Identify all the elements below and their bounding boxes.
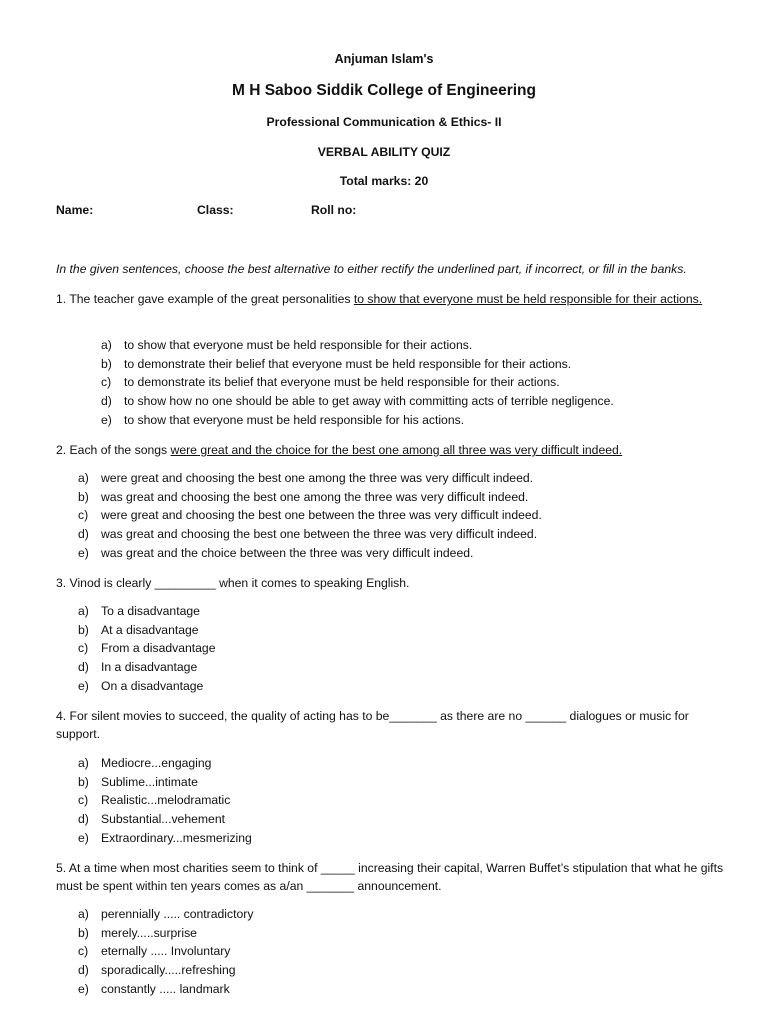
roll-label: Roll no: bbox=[311, 203, 357, 217]
option-letter: b) bbox=[78, 622, 89, 637]
subject-title: Professional Communication & Ethics- II bbox=[266, 115, 502, 129]
option-letter: d) bbox=[78, 660, 89, 675]
option-text: to show how no one should be able to get away with committing acts of terrible negligence. bbox=[124, 394, 614, 409]
option-text: In a disadvantage bbox=[101, 660, 198, 675]
option-text: was great and the choice between the three was very difficult indeed. bbox=[101, 545, 474, 560]
option-text: Realistic...melodramatic bbox=[101, 793, 231, 808]
question-1-text: 1. The teacher gave example of the great personalities bbox=[56, 292, 354, 306]
question-4: 4. For silent movies to succeed, the quality of acting has to be_______ as there are no ______ dialogues or music for support. bbox=[56, 709, 689, 741]
option-letter: a) bbox=[78, 471, 89, 485]
option-letter: d) bbox=[78, 963, 89, 978]
question-2-text: 2. Each of the songs bbox=[56, 443, 171, 457]
option-text: Substantial...vehement bbox=[101, 812, 225, 827]
option-letter: a) bbox=[78, 756, 89, 770]
question-1 bbox=[56, 290, 726, 308]
college-name: M H Saboo Siddik College of Engineering bbox=[232, 82, 536, 99]
option-letter: e) bbox=[78, 545, 89, 560]
option-letter: c) bbox=[78, 641, 89, 656]
option-text: were great and choosing the best one among the three was very difficult indeed. bbox=[101, 471, 534, 485]
option-text: Extraordinary...mesmerizing bbox=[101, 830, 252, 845]
option-text: to demonstrate their belief that everyone must be held responsible for their actions. bbox=[124, 356, 572, 371]
option-letter: b) bbox=[78, 925, 89, 940]
question-2-underlined: were great and the choice for the best one among all three was very difficult indeed. bbox=[170, 443, 623, 457]
question-1-underlined: to show that everyone must be held responsible for their actions. bbox=[353, 292, 703, 306]
option-letter: b) bbox=[78, 489, 89, 504]
option-letter: c) bbox=[101, 375, 112, 390]
institution-name: Anjuman Islam's bbox=[334, 52, 434, 66]
option-text: eternally ..... Involuntary bbox=[101, 944, 231, 959]
question-5: 5. At a time when most charities seem to think of _____ increasing their capital, Warren Buffet’s stipulation that what he gifts must be spent within ten years comes as a/an _______ announcement. bbox=[56, 861, 724, 893]
option-letter: d) bbox=[78, 527, 89, 542]
option-letter: a) bbox=[101, 338, 112, 352]
option-letter: b) bbox=[78, 774, 89, 789]
option-text: perennially ..... contradictory bbox=[101, 907, 254, 921]
option-letter: c) bbox=[78, 944, 89, 959]
option-letter: a) bbox=[78, 604, 89, 618]
option-text: constantly ..... landmark bbox=[101, 981, 230, 996]
option-text: to show that everyone must be held responsible for his actions. bbox=[124, 412, 465, 427]
option-letter: e) bbox=[78, 830, 89, 845]
total-marks: Total marks: 20 bbox=[339, 174, 429, 188]
question-3: 3. Vinod is clearly _________ when it comes to speaking English. bbox=[56, 576, 410, 590]
option-text: to demonstrate its belief that everyone must be held responsible for their actions. bbox=[124, 375, 560, 390]
option-letter: d) bbox=[101, 394, 112, 409]
option-letter: d) bbox=[78, 812, 89, 827]
option-letter: e) bbox=[101, 412, 112, 427]
option-text: was great and choosing the best one among the three was very difficult indeed. bbox=[101, 489, 529, 504]
option-letter: c) bbox=[78, 508, 89, 523]
instructions: In the given sentences, choose the best alternative to either rectify the underlined part, if incorrect, or fill in the banks. bbox=[56, 262, 687, 276]
option-text: Sublime...intimate bbox=[101, 774, 198, 789]
class-label: Class: bbox=[197, 203, 234, 217]
name-label: Name: bbox=[56, 203, 94, 217]
option-text: were great and choosing the best one between the three was very difficult indeed. bbox=[101, 508, 542, 523]
option-letter: c) bbox=[78, 793, 89, 808]
option-text: was great and choosing the best one between the three was very difficult indeed. bbox=[101, 527, 538, 542]
option-letter: e) bbox=[78, 981, 89, 996]
option-text: Mediocre...engaging bbox=[101, 756, 212, 770]
option-text: From a disadvantage bbox=[101, 641, 216, 656]
option-letter: b) bbox=[101, 356, 112, 371]
option-text: sporadically.....refreshing bbox=[101, 963, 236, 978]
option-text: merely.....surprise bbox=[101, 925, 197, 940]
option-text: to show that everyone must be held responsible for their actions. bbox=[124, 338, 473, 352]
option-letter: a) bbox=[78, 907, 89, 921]
option-text: At a disadvantage bbox=[101, 622, 199, 637]
question-2 bbox=[56, 441, 726, 459]
option-letter: e) bbox=[78, 678, 89, 693]
option-text: To a disadvantage bbox=[101, 604, 200, 618]
quiz-title: VERBAL ABILITY QUIZ bbox=[317, 145, 451, 159]
option-text: On a disadvantage bbox=[101, 678, 204, 693]
